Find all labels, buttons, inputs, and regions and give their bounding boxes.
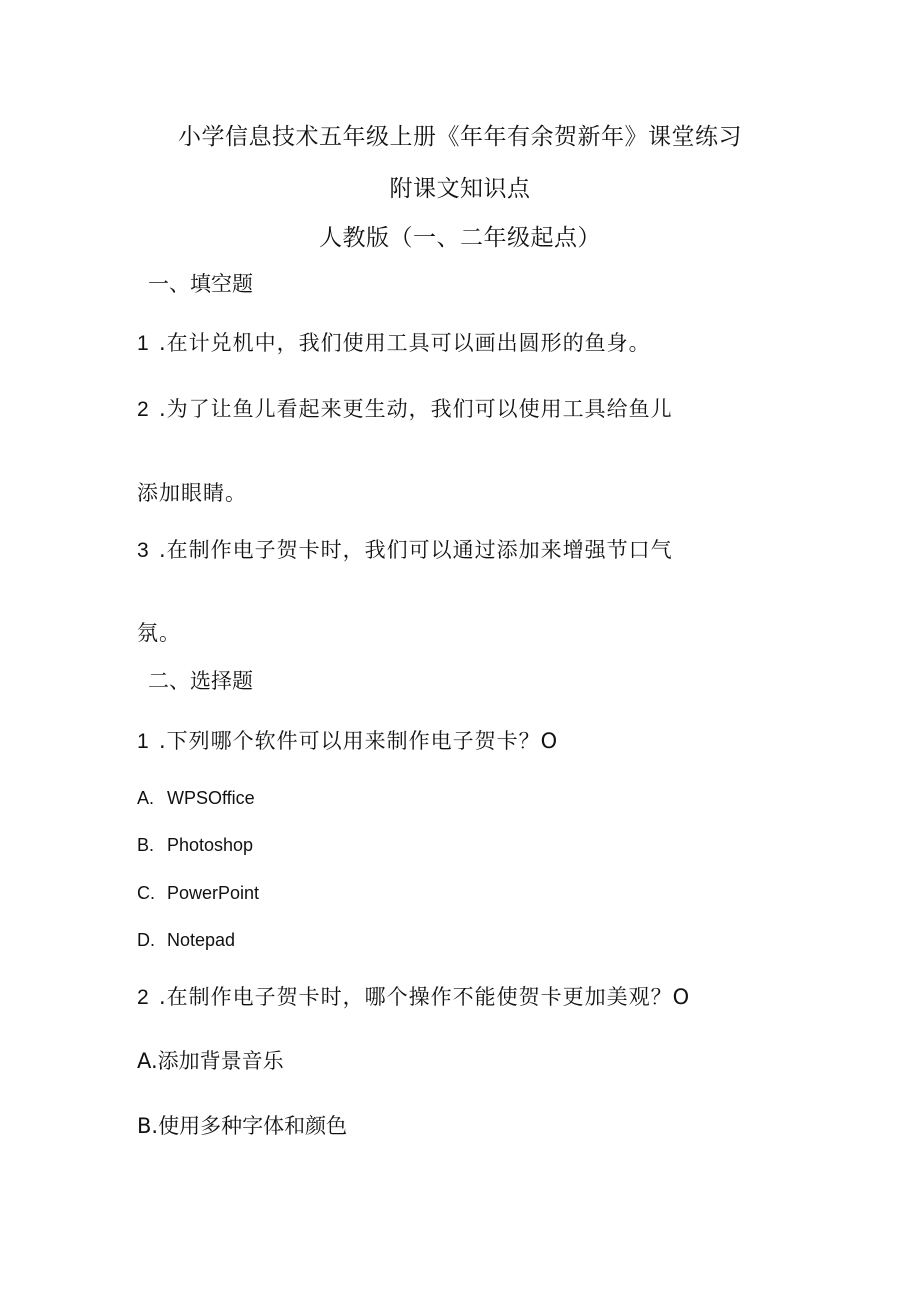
option-text: Notepad xyxy=(167,930,236,950)
question-number: 1 xyxy=(137,730,150,753)
choice-option-a: A.添加背景音乐 xyxy=(137,1049,284,1073)
question-text: .为了让鱼儿看起来更生动，我们可以使用工具给鱼儿 xyxy=(159,397,673,421)
question-text: .在制作电子贺卡时，哪个操作不能使贺卡更加美观？O xyxy=(159,985,691,1009)
choice-option-c xyxy=(137,883,259,904)
choice-option-b xyxy=(137,835,253,856)
fill-blank-question-3-continuation: 氛。 xyxy=(137,621,181,645)
fill-blank-question-2-continuation: 添加眼睛。 xyxy=(137,481,247,505)
question-number: 2 xyxy=(137,398,150,421)
choice-option-d xyxy=(137,930,235,951)
choice-option-b: B.使用多种字体和颜色 xyxy=(137,1114,348,1138)
choice-option-a xyxy=(137,788,255,809)
option-label: C. xyxy=(137,883,155,903)
choice-question-1 xyxy=(137,725,558,755)
option-label: B. xyxy=(137,835,155,855)
question-text: .在制作电子贺卡时，我们可以通过添加来增强节口气 xyxy=(159,538,673,562)
question-text: .下列哪个软件可以用来制作电子贺卡？O xyxy=(159,729,559,753)
question-number: 2 xyxy=(137,986,150,1009)
document-edition: 人教版（一、二年级起点） xyxy=(319,225,601,251)
section-heading-fill-blank: 一、填空题 xyxy=(148,272,253,296)
question-number: 1 xyxy=(137,332,150,355)
fill-blank-question-2 xyxy=(137,393,673,423)
choice-question-2 xyxy=(137,981,690,1011)
section-heading-multiple-choice: 二、选择题 xyxy=(148,669,253,693)
document-title: 小学信息技术五年级上册《年年有余贺新年》课堂练习 xyxy=(178,124,742,150)
option-label: A. xyxy=(137,788,155,808)
fill-blank-question-1 xyxy=(137,327,651,357)
document-subtitle: 附课文知识点 xyxy=(389,176,531,202)
option-label: D. xyxy=(137,930,155,950)
question-text: .在计兑机中，我们使用工具可以画出圆形的鱼身。 xyxy=(159,331,651,355)
option-text: WPSOffice xyxy=(167,788,255,808)
fill-blank-question-3 xyxy=(137,534,673,564)
option-text: PowerPoint xyxy=(167,883,260,903)
option-text: Photoshop xyxy=(167,835,254,855)
question-number: 3 xyxy=(137,539,150,562)
